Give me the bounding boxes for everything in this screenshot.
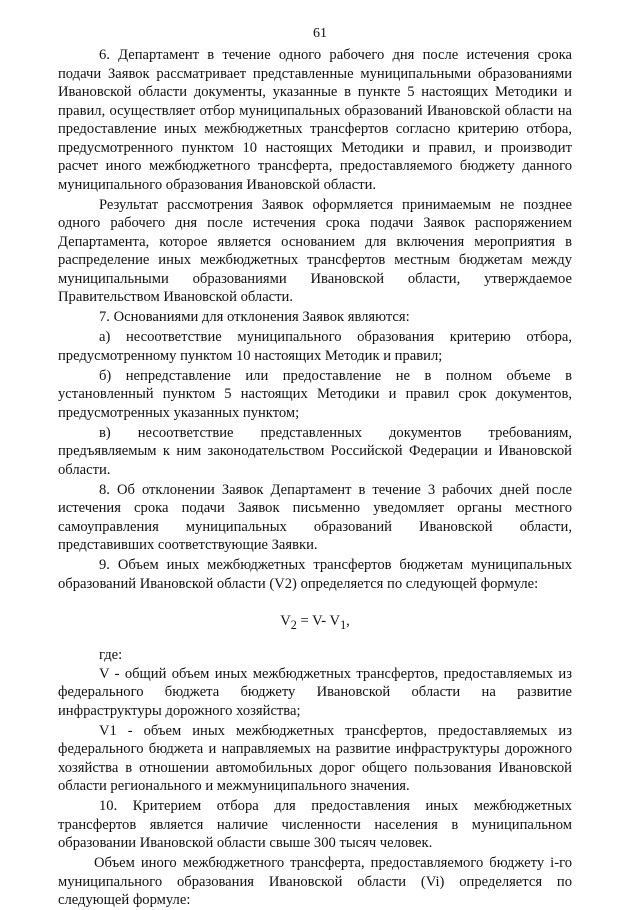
definition-v1: V1 - объем иных межбюджетных трансфертов, предоставляемых из федерального бюджета и направляемых на развитие инфраструктуры дорожного хозяйства в отношении автомобильных дорог общего пользования Ивановской области регионального и межмуниципального значения. [58,722,572,795]
paragraph-9: 9. Объем иных межбюджетных трансфертов бюджетам муниципальных образований Ивановской области (V2) определяется по следующей формуле: [58,557,572,592]
paragraph-7a: а) несоответствие муниципального образования критерию отбора, предусмотренному пунктом 10 настоящих Методик и правил; [58,329,572,364]
paragraph-6: 6. Департамент в течение одного рабочего дня после истечения срока подачи Заявок рассматривает представленные муниципальными образованиями Ивановской области документы, указанные в пункте 5 настоящих Методики и правил, осуществляет отбор муниципальных образований Ивановской области на предоставление иных межбюджетных трансфертов согласно критерию отбора, предусмотренного пунктом 10 настоящих Методики и правил, и производит расчет иного межбюджетного трансферта, предоставляемого бюджету данного муниципального образования Ивановской области. [58,47,572,193]
page-number: 61 [313,26,327,41]
paragraph-review-result: Результат рассмотрения Заявок оформляется принимаемым не позднее одного рабочего дня после истечения срока подачи Заявок распоряжением Департамента, которое является основанием для включения мероприятия в распределение иных межбюджетных трансфертов местным бюджетам между муниципальными образованиями Ивановской области, утверждаемое Правительством Ивановской области. [58,196,572,305]
where-label: где: [99,647,123,664]
formula-rhs-subscript: 1 [340,617,347,632]
formula-middle: = V- V [296,613,341,629]
paragraph-vi-formula-intro: Объем иного межбюджетного трансферта, предоставляемого бюджету i-го муниципального образования Ивановской области (Vi) определяется по следующей формуле: [58,855,572,909]
formula-v2 [58,612,572,634]
formula-lhs: V [280,613,291,629]
paragraph-10: 10. Критерием отбора для предоставления иных межбюджетных трансфертов является наличие численности населения в муниципальном образовании Ивановской области свыше 300 тысяч человек. [58,798,572,852]
paragraph-7: 7. Основаниями для отклонения Заявок являются: [99,309,410,325]
formula-tail: , [346,613,350,629]
definition-v: V - общий объем иных межбюджетных трансфертов, предоставляемых из федерального бюджета бюджету Ивановской области на развитие инфраструктуры дорожного хозяйства; [58,665,572,719]
paragraph-8: 8. Об отклонении Заявок Департамент в течение 3 рабочих дней после истечения срока подачи Заявок письменно уведомляет органы местного самоуправления муниципальных образований Ивановской области, представивших соответствующие Заявки. [58,481,572,553]
paragraph-7b: б) непредставление или предоставление не в полном объеме в установленный пунктом 5 настоящих Методики и правил срок документов, предусмотренных указанных пунктом; [58,367,572,421]
formula-lhs-subscript: 2 [290,617,297,632]
paragraph-7v: в) несоответствие представленных документов требованиям, предъявляемым к ним законодательством Российской Федерации и Ивановской области. [58,424,572,478]
body-text [58,46,572,910]
